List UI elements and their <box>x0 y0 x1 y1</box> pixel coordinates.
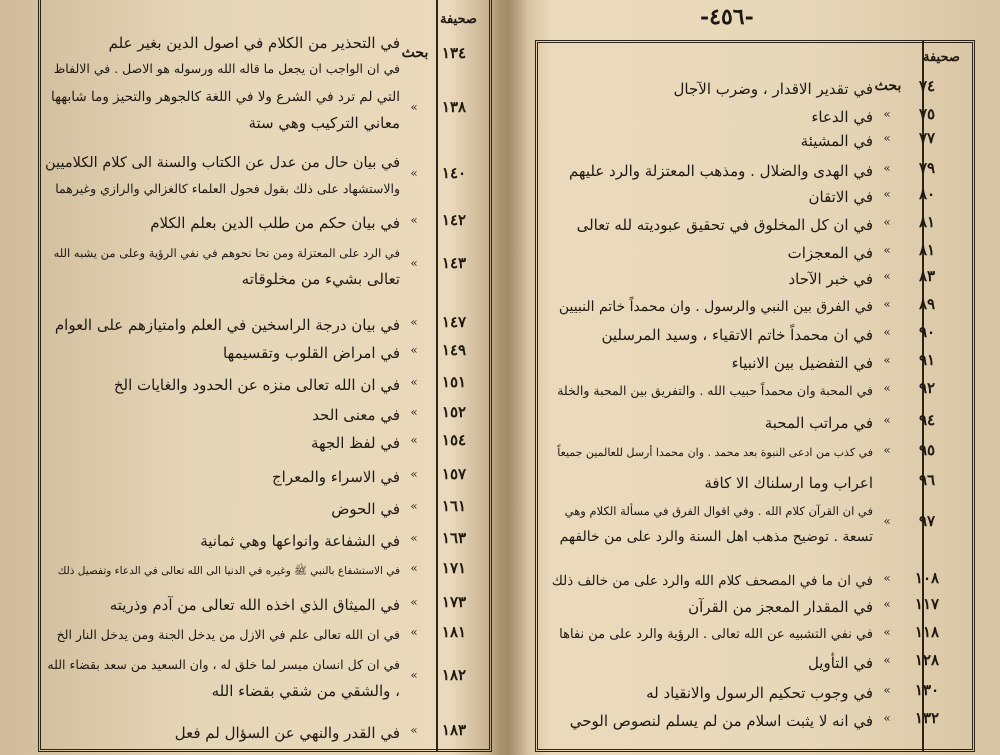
page-ref-number: ٧٩ <box>918 159 936 177</box>
page-ref-number: ٩٧ <box>918 512 936 530</box>
entry-line: في بيان حكم من طلب الدين بعلم الكلام <box>150 214 400 232</box>
entry-line: في بيان حال من عدل عن الكتاب والسنة الى كلام الكلاميين <box>45 155 400 171</box>
entry-line: في ان الله تعالى علم في الازل من يدخل الجنة ومن يدخل النار الخ <box>56 627 400 642</box>
index-entry <box>40 622 480 648</box>
entry-title <box>44 340 400 366</box>
entry-line: في ان القرآن كلام الله . وفي اقوال الفرق في مسألة الكلام وهي <box>564 504 873 518</box>
entry-line: في امراض القلوب وتقسيمها <box>223 344 400 362</box>
ditto-mark: » <box>410 467 418 481</box>
page-ref-number: ٩٤ <box>918 411 936 429</box>
entry-line: في الدعاء <box>811 108 873 126</box>
ditto-mark: » <box>883 413 891 427</box>
page-ref-number: ١٨٣ <box>441 721 467 739</box>
entry-line: في الشفاعة وانواعها وهي ثمانية <box>200 532 400 550</box>
index-entry <box>548 708 953 734</box>
entry-title <box>552 650 873 676</box>
entry-title <box>44 592 400 618</box>
entry-title <box>552 410 873 436</box>
ditto-mark: » <box>883 187 891 201</box>
entry-title <box>552 594 873 620</box>
entry-line: في ان الواجب ان يجعل ما قاله الله ورسوله هو الاصل . في الالفاظ <box>53 61 400 76</box>
index-entry <box>548 568 953 594</box>
index-entry <box>548 266 953 292</box>
ditto-mark: » <box>410 499 418 513</box>
entry-line: في الرد على المعتزلة ومن نحا نحوهم في نفي الرؤية وعلى من يشبه الله <box>53 246 400 260</box>
ditto-mark: » <box>883 131 891 145</box>
entry-line: في الاستشفاع بالنبي ﷺ وغيره في الدنيا الى الله تعالى في الدعاء وتفصيل ذلك <box>57 565 400 577</box>
page-ref-number: ١١٨ <box>914 623 940 641</box>
index-entry <box>548 294 953 320</box>
ditto-mark: » <box>410 100 418 114</box>
entry-title <box>44 402 400 428</box>
index-entry <box>548 440 953 466</box>
entry-line: اعراب وما ارسلناك الا كافة <box>704 474 873 492</box>
page-ref-number: ١٤٩ <box>441 341 467 359</box>
entry-line: في خبر الآحاد <box>788 270 873 288</box>
ditto-mark: » <box>883 443 891 457</box>
index-entry <box>40 240 480 292</box>
section-marker: بحث <box>401 45 429 61</box>
page-ref-number: ١٣٤ <box>441 44 467 62</box>
index-entry <box>548 498 953 550</box>
entry-title <box>552 294 873 320</box>
entry-line: في ان محمداً خاتم الاتقياء ، وسيد المرسلين <box>601 326 873 344</box>
index-entry <box>40 592 480 618</box>
entry-line: في ان ما في المصحف كلام الله والرد على من خالف ذلك <box>551 573 873 589</box>
page-ref-number: ١٤٢ <box>441 211 467 229</box>
entry-title <box>44 622 400 648</box>
ditto-mark: » <box>883 107 891 121</box>
entry-line: في بيان درجة الراسخين في العلم وامتيازهم على العوام <box>54 316 400 334</box>
entry-title <box>44 150 400 202</box>
page-ref-number: ١٣٨ <box>441 98 467 116</box>
page-ref-number: ١٤٠ <box>441 164 467 182</box>
page-number: -٤٥٦- <box>700 4 754 30</box>
page-ref-number: ١٣٢ <box>914 709 940 727</box>
entry-line: في الحوض <box>331 500 400 518</box>
entry-line: التي لم ترد في الشرع ولا في اللغة كالجوهر والتحيز وما شابهها <box>50 89 400 105</box>
entry-line: في كذب من ادعى النبوة بعد محمد . وان محمدا أرسل للعالمين جميعاً <box>557 446 873 459</box>
entry-title <box>552 212 873 238</box>
ditto-mark: » <box>410 531 418 545</box>
entry-line: والاستشهاد على ذلك بقول فحول العلماء كالغزالي والرازي وغيرهما <box>55 181 400 196</box>
entry-title <box>552 240 873 266</box>
index-entry <box>548 158 953 184</box>
entry-title <box>552 350 873 376</box>
ditto-mark: » <box>883 215 891 229</box>
entry-title <box>552 128 873 154</box>
entry-title <box>552 266 873 292</box>
ditto-mark: » <box>410 375 418 389</box>
entry-title <box>44 30 400 82</box>
index-entry <box>548 128 953 154</box>
page-ref-number: ٨٠ <box>918 185 936 203</box>
entry-title <box>44 558 400 584</box>
page-ref-number: ٧٥ <box>918 105 936 123</box>
page-ref-number: ١٧١ <box>441 559 467 577</box>
page-ref-number: ١٧٣ <box>441 593 467 611</box>
ditto-mark: » <box>410 433 418 447</box>
index-entry <box>40 652 480 704</box>
index-entry <box>40 430 480 456</box>
index-entry <box>40 720 480 746</box>
ditto-mark: » <box>410 256 418 270</box>
index-entry <box>40 464 480 490</box>
page-ref-number: ٨٣ <box>918 267 936 285</box>
entry-title <box>44 496 400 522</box>
page-ref-number: ١٨١ <box>441 623 467 641</box>
entry-line: في الاتقان <box>808 188 873 206</box>
entry-line: ، والشقي من شقي بقضاء الله <box>211 682 400 700</box>
right-column-heading: صحيفة <box>923 50 960 65</box>
page-ref-number: ٩٥ <box>918 441 936 459</box>
ditto-mark: » <box>410 625 418 639</box>
entry-title <box>552 470 873 496</box>
page-ref-number: ١٤٧ <box>441 313 467 331</box>
entry-title <box>44 720 400 746</box>
page-ref-number: ٩٦ <box>918 471 936 489</box>
entry-title <box>552 158 873 184</box>
entry-title <box>552 568 873 594</box>
entry-line: معاني التركيب وهي ستة <box>248 114 400 132</box>
page-ref-number: ١٥٤ <box>441 431 467 449</box>
ditto-mark: » <box>883 711 891 725</box>
page-ref-number: ١٥٢ <box>441 403 467 421</box>
index-entry <box>548 622 953 648</box>
ditto-mark: » <box>883 353 891 367</box>
index-entry <box>548 470 953 496</box>
entry-title <box>44 464 400 490</box>
entry-title <box>552 76 873 102</box>
index-entry <box>40 312 480 338</box>
index-entry <box>40 496 480 522</box>
entry-line: في الفرق بين النبي والرسول . وان محمداً خاتم النبيين <box>558 299 873 315</box>
entry-line: في المقدار المعجز من القرآن <box>688 598 873 616</box>
index-entry <box>40 558 480 584</box>
entry-title <box>44 240 400 292</box>
ditto-mark: » <box>410 315 418 329</box>
entry-line: في الاسراء والمعراج <box>271 468 400 486</box>
entry-line: في التأويل <box>807 654 873 672</box>
entry-line: في المشيئة <box>800 132 873 150</box>
page-ref-number: ١٤٣ <box>441 254 467 272</box>
ditto-mark: » <box>883 325 891 339</box>
entry-title <box>552 440 873 466</box>
index-entry <box>40 528 480 554</box>
index-entry <box>548 350 953 376</box>
entry-line: في التفضيل بين الانبياء <box>731 354 873 372</box>
index-entry <box>548 594 953 620</box>
entry-line: في معنى الحد <box>312 406 400 424</box>
entry-line: تسعة . توضيح مذهب اهل السنة والرد على من خالفهم <box>559 529 873 545</box>
index-entry <box>40 84 480 136</box>
entry-line: في ان كل المخلوق في تحقيق عبوديته لله تعالى <box>576 216 873 234</box>
page-ref-number: ١٨٢ <box>441 666 467 684</box>
index-entry <box>548 184 953 210</box>
page-ref-number: ٩٢ <box>918 379 936 397</box>
index-entry <box>548 240 953 266</box>
entry-title <box>44 84 400 136</box>
page-ref-number: ٩١ <box>918 351 936 369</box>
page-ref-number: ٨١ <box>918 213 936 231</box>
entry-line: في مراتب المحبة <box>764 414 873 432</box>
ditto-mark: » <box>410 561 418 575</box>
index-entry <box>40 402 480 428</box>
entry-title <box>552 104 873 130</box>
ditto-mark: » <box>410 723 418 737</box>
entry-line: في ان كل انسان ميسر لما خلق له ، وان السعيد من سعد بقضاء الله <box>47 657 400 672</box>
ditto-mark: » <box>883 597 891 611</box>
index-entry <box>548 212 953 238</box>
ditto-mark: » <box>883 571 891 585</box>
ditto-mark: » <box>883 653 891 667</box>
page-ref-number: ١٣٠ <box>914 681 940 699</box>
page-ref-number: ١٠٨ <box>914 569 940 587</box>
index-entry <box>40 372 480 398</box>
index-entry <box>548 680 953 706</box>
ditto-mark: » <box>410 166 418 180</box>
entry-title <box>44 430 400 456</box>
ditto-mark: » <box>883 161 891 175</box>
entry-title <box>44 528 400 554</box>
ditto-mark: » <box>883 625 891 639</box>
page-ref-number: ١١٧ <box>914 595 940 613</box>
entry-title <box>552 378 873 404</box>
entry-line: في لفظ الجهة <box>311 434 400 452</box>
entry-title <box>44 372 400 398</box>
entry-title <box>552 708 873 734</box>
ditto-mark: » <box>883 381 891 395</box>
entry-title <box>552 498 873 550</box>
entry-title <box>44 312 400 338</box>
index-entry <box>40 340 480 366</box>
entry-line: في تقدير الاقدار ، وضرب الآجال <box>673 80 873 98</box>
entry-line: في ان الله تعالى منزه عن الحدود والغايات الخ <box>113 376 400 394</box>
index-entry <box>40 30 480 82</box>
page-ref-number: ٧٧ <box>918 129 936 147</box>
ditto-mark: » <box>883 297 891 311</box>
ditto-mark: » <box>883 243 891 257</box>
entry-title <box>44 652 400 704</box>
entry-line: في الميثاق الذي اخذه الله تعالى من آدم وذريته <box>109 596 400 614</box>
entry-title <box>552 184 873 210</box>
index-entry <box>548 378 953 404</box>
entry-title <box>44 210 400 236</box>
index-entry <box>548 410 953 436</box>
page-ref-number: ١٦٣ <box>441 529 467 547</box>
ditto-mark: » <box>883 683 891 697</box>
book-gutter <box>488 0 528 755</box>
index-entry <box>40 150 480 202</box>
page-ref-number: ٧٤ <box>918 77 936 95</box>
index-entry <box>40 210 480 236</box>
index-entry <box>548 650 953 676</box>
ditto-mark: » <box>410 405 418 419</box>
entry-line: في نفي التشبيه عن الله تعالى . الرؤية والرد على من نفاها <box>559 627 873 642</box>
page-ref-number: ٨٩ <box>918 295 936 313</box>
index-entry <box>548 104 953 130</box>
entry-line: في انه لا يثبت اسلام من لم يسلم لنصوص الوحي <box>569 712 873 730</box>
page-ref-number: ٨١ <box>918 241 936 259</box>
ditto-mark: » <box>410 213 418 227</box>
entry-title <box>552 322 873 348</box>
entry-line: في الهدى والضلال . ومذهب المعتزلة والرد عليهم <box>568 162 873 180</box>
page-ref-number: ١٥١ <box>441 373 467 391</box>
left-column-heading: صحيفة <box>440 12 477 27</box>
entry-title <box>552 680 873 706</box>
entry-line: في التحذير من الكلام في اصول الدين بغير علم <box>108 34 400 52</box>
index-entry <box>548 76 953 102</box>
entry-line: في المعجزات <box>787 244 873 262</box>
ditto-mark: » <box>883 269 891 283</box>
ditto-mark: » <box>410 595 418 609</box>
ditto-mark: » <box>410 668 418 682</box>
ditto-mark: » <box>883 514 891 528</box>
section-marker: بحث <box>874 78 902 94</box>
page-ref-number: ١٦١ <box>441 497 467 515</box>
entry-line: في المحبة وان محمداً حبيب الله . والتفريق بين المحبة والخلة <box>557 383 873 398</box>
index-entry <box>548 322 953 348</box>
page-ref-number: ١٢٨ <box>914 651 940 669</box>
page-ref-number: ٩٠ <box>918 323 936 341</box>
entry-line: في القدر والنهي عن السؤال لم فعل <box>174 724 400 742</box>
entry-line: تعالى بشيء من مخلوقاته <box>241 270 400 288</box>
ditto-mark: » <box>410 343 418 357</box>
entry-title <box>552 622 873 648</box>
entry-line: في وجوب تحكيم الرسول والانقياد له <box>646 684 873 702</box>
page-ref-number: ١٥٧ <box>441 465 467 483</box>
